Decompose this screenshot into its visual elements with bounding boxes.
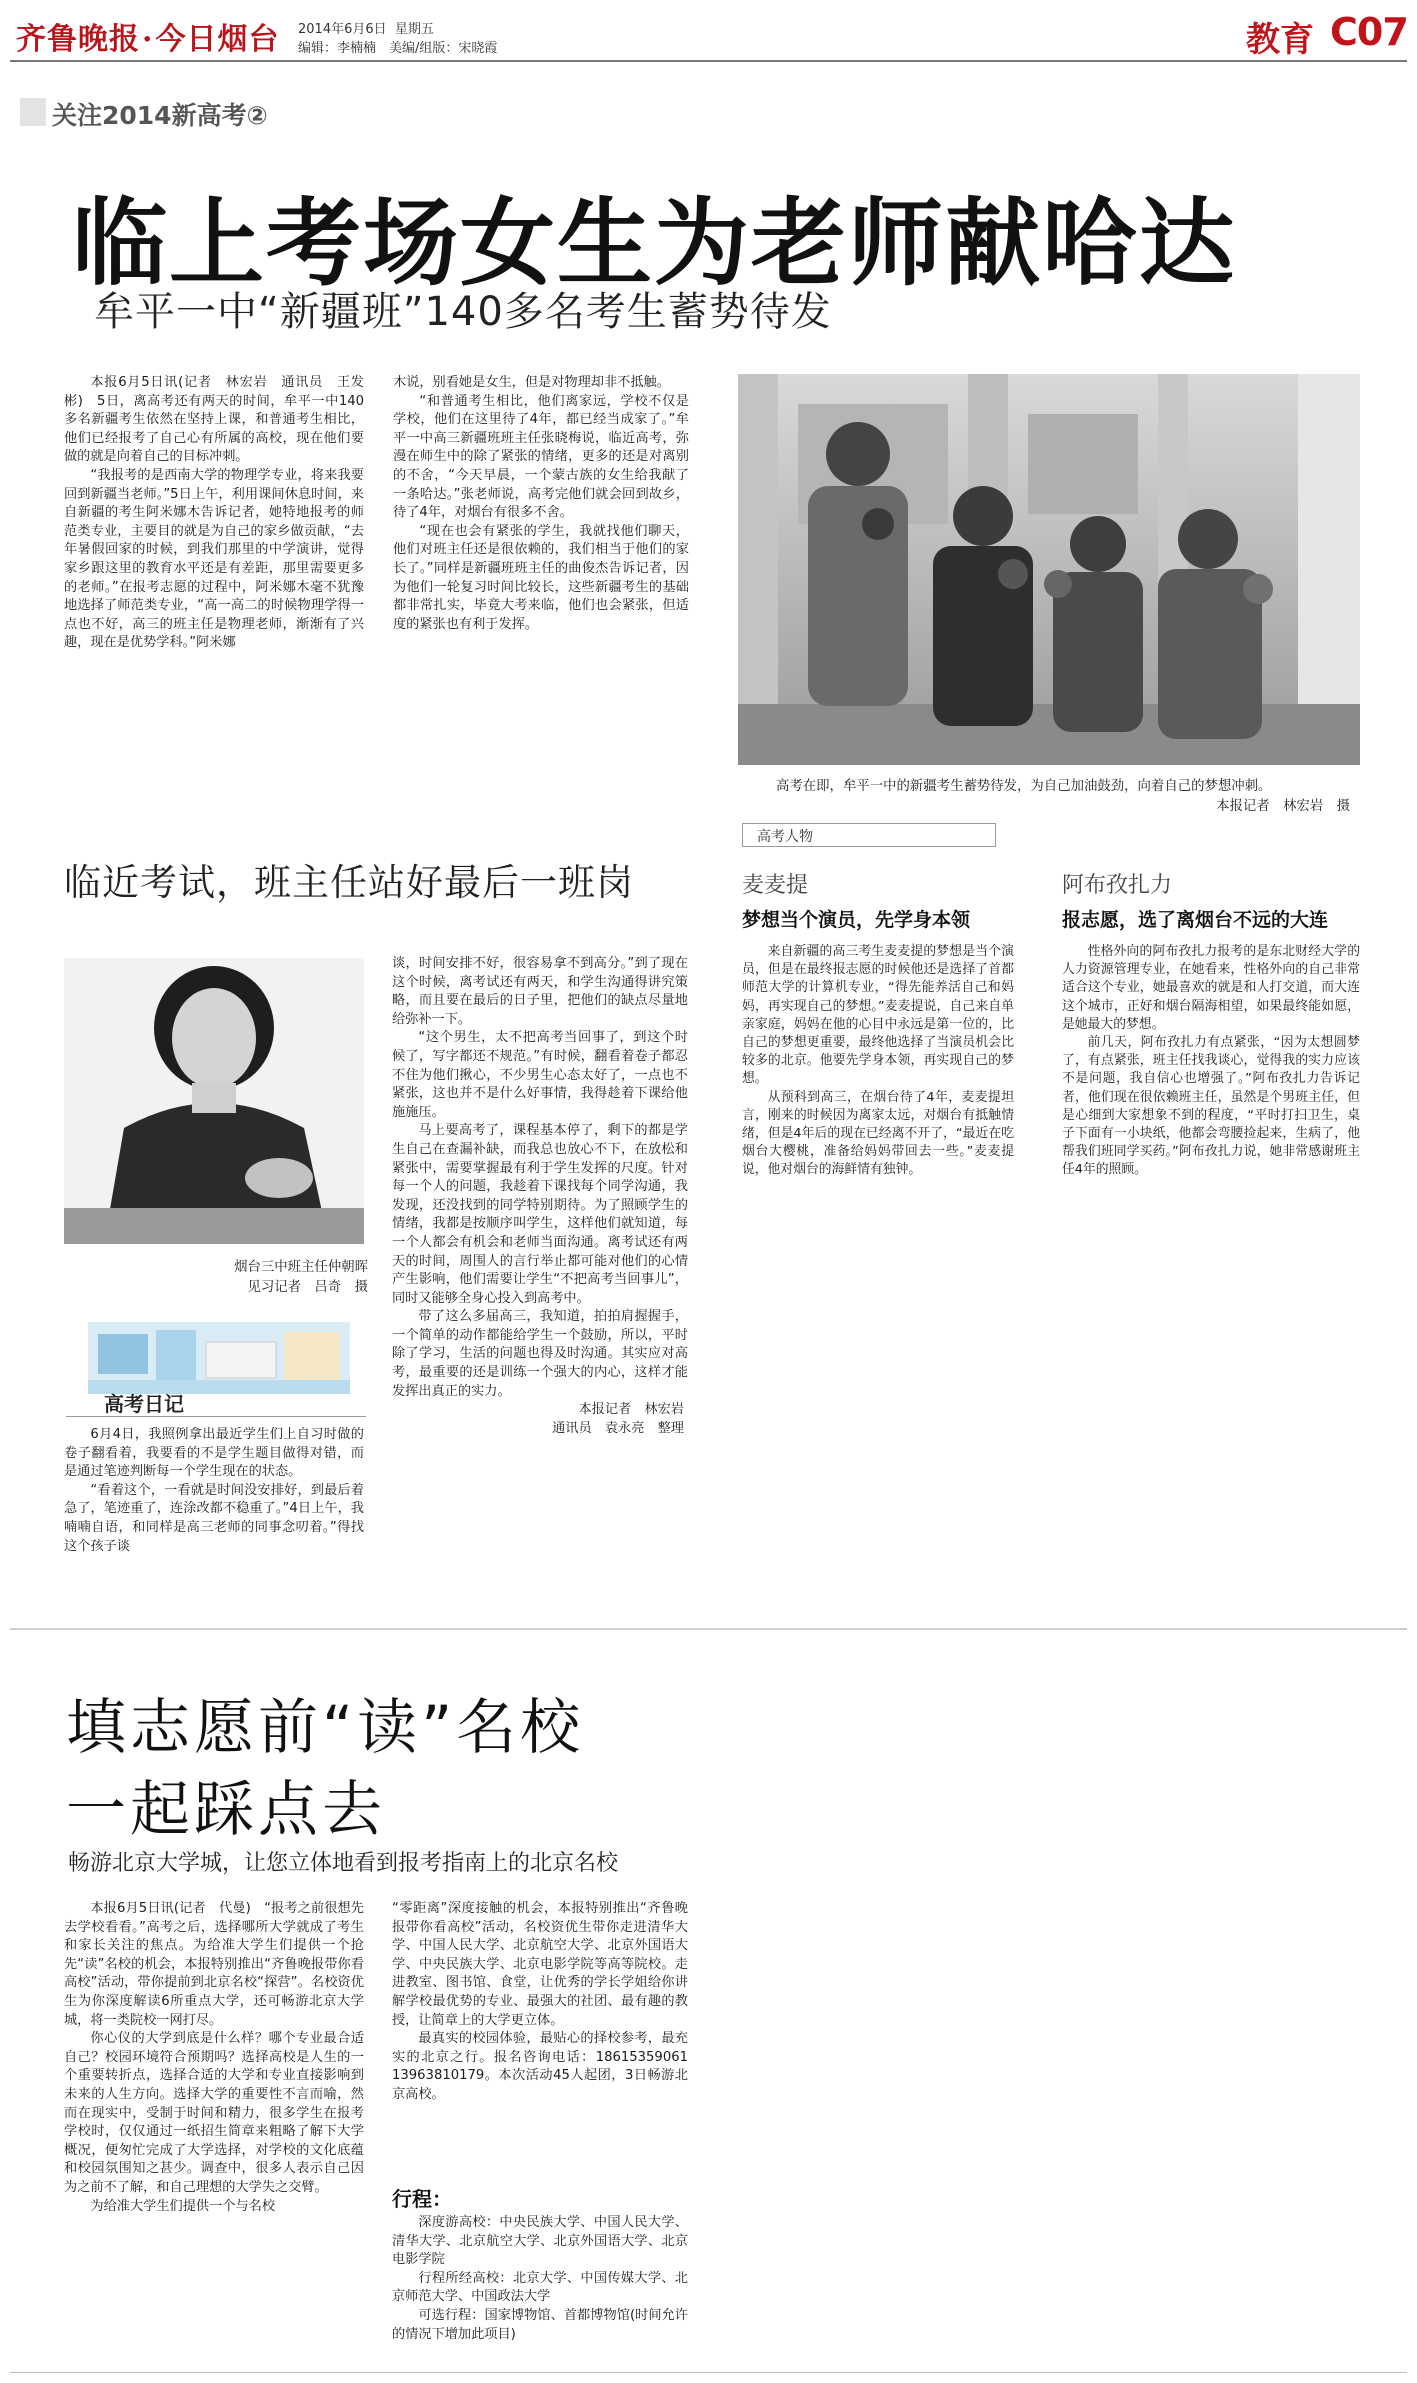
paragraph: 6月4日，我照例拿出最近学生们上自习时做的卷子翻看着，我要看的不是学生题目做得对错，而是通过笔迹判断每一个学生现在的状态。 (64, 1427, 364, 1480)
diary-rule (66, 1416, 366, 1417)
diary-banner-illustration (88, 1322, 350, 1394)
main-subheadline: 牟平一中“新疆班”140多名考生蓄势待发 (94, 289, 832, 335)
photo-credit: 本报记者 林宏岩 摄 (1216, 799, 1350, 814)
campus-tour-headline-line2: 一起踩点去 (66, 1775, 386, 1845)
header-rule (10, 60, 1407, 62)
story1-column-2 (393, 374, 689, 766)
paragraph: 本报6月5日讯(记者 林宏岩 通讯员 王发彬) 5日，离高考还有两天的时间，牟平一中140多名新疆考生依然在坚持上课，和普通考生相比，他们已经报考了自己心有所属的高校，现在他们要做的就是向着自己的目标冲刺。 (64, 375, 364, 465)
paragraph: 木说，别看她是女生，但是对物理却非不抵触。 (393, 375, 670, 390)
masthead-dot: · (142, 22, 154, 57)
paragraph: 为给准大学生们提供一个与名校 (90, 2198, 276, 2214)
paragraph: “零距离”深度接触的机会，本报特别推出“齐鲁晚报带你看高校”活动，名校资优生带你走进清华大学、中国人民大学、北京航空大学、北京外国语大学、中央民族大学、北京电影学院等高等院校。走进教室、图书馆、食堂，让优秀的学长学姐给你讲解学校最优势的专业、最强大的社团、最有趣的教授，让简章上的大学更立体。 (392, 1901, 688, 2028)
people-section-tag-label: 高考人物 (757, 829, 813, 845)
paragraph: “看着这个，一看就是时间没安排好，到最后着急了，笔迹重了，连涂改都不稳重了。”4日上午，我喃喃自语，和同样是高三老师的同事念叨着。”得找这个孩子谈 (64, 1482, 364, 1554)
campus-tour-column-2 (392, 1900, 702, 2180)
paragraph: 本报6月5日讯(记者 代曼) “报考之前很想先去学校看看。”高考之后，选择哪所大学就成了考生和家长关注的焦点。为给准大学生们提供一个抢先“读”名校的机会，本报特别推出“齐鲁晚报带你看高校”活动，带你提前到北京名校“探营”。名校资优生为你深度解读6所重点大学，还可畅游北京大学城，将一类院校一网打尽。 (64, 1901, 364, 2028)
paragraph: 最真实的校园体验，最贴心的择校参考，最充实的北京之行。报名咨询电话：18615359061 13963810179。本次活动45人起团，3日畅游北京高校。 (392, 2031, 702, 2102)
issue-date-text: 2014年6月6日 (298, 22, 387, 37)
masthead-section: 今日烟台 (155, 22, 280, 57)
main-headline: 临上考场女生为老师献哈达 (72, 189, 1237, 299)
series-marker (20, 98, 46, 126)
paragraph: 你心仪的大学到底是什么样？哪个专业最合适自己？校园环境符合预期吗？选择高校是人生的一个重要转折点，选择合适的大学和专业直接影响到未来的人生方向。选择大学的重要性不言而喻，然而在现实中，受制于时间和精力，很多学生在报考学校时，仅仅通过一纸招生简章来粗略了解下大学概况，便匆忙完成了大学选择，对学校的文化底蕴和校园氛围知之甚少。调查中，很多人表示自己因为之前不了解，和自己理想的大学失之交臂。 (64, 2031, 364, 2195)
section-divider (10, 1628, 1407, 1630)
paragraph: “和普通考生相比，他们离家远，学校不仅是学校，他们在这里待了4年，都已经当成家了。”牟平一中高三新疆班班主任张晓梅说，临近高考，弥漫在师生中的除了紧张的情绪，更多的还是对离别的不舍，“今天早晨，一个蒙古族的女生给我献了一条哈达。”张老师说，高考完他们就会回到故乡，待了4年，对烟台有很多不舍。 (393, 393, 689, 521)
paragraph: 带了这么多届高三，我知道，拍拍肩握握手，一个简单的动作都能给学生一个鼓励，所以，平时除了学习，生活的问题也得及时沟通。其实应对高考，最重要的还是训练一个强大的内心，这样才能发挥出真正的实力。 (392, 1309, 688, 1399)
series-tag: 关注2014新高考② (52, 101, 268, 130)
diary-label: 高考日记 (104, 1392, 184, 1416)
masthead-paper: 齐鲁晚报 (16, 22, 140, 57)
paragraph: 来自新疆的高三考生麦麦提的梦想是当个演员，但是在最终报志愿的时候他还是选择了首都师范大学的计算机专业，“得先能养活自己和妈妈，再实现自己的梦想。”麦麦提说，自己来自单亲家庭，妈妈在他的心目中永远是第一位的，比自己的梦想更重要，最终他选择了当演员机会比较多的北京。他要先学身本领，再实现自己的梦想。 (742, 944, 1014, 1087)
profile-1-text (742, 943, 1014, 1273)
teacher-photo-illustration (64, 958, 364, 1244)
itinerary-item: 可选行程：国家博物馆、首都博物馆(时间允许的情况下增加此项目) (392, 2307, 688, 2342)
teacher-photo-caption-line2: 见习记者 吕奇 摄 (247, 1280, 368, 1295)
profile-1-name: 麦麦提 (742, 873, 809, 898)
itinerary-list (392, 2214, 688, 2370)
itinerary-title: 行程： (392, 2187, 452, 2211)
profile-2-text (1062, 943, 1360, 1273)
campus-tour-headline-line1: 填志愿前“读”名校 (66, 1693, 585, 1763)
profile-1-title: 梦想当个演员，先学身本领 (742, 909, 971, 931)
itinerary-item: 深度游高校：中央民族大学、中国人民大学、清华大学、北京航空大学、北京外国语大学、北京电影学院 (392, 2215, 688, 2268)
teacher-photo (64, 958, 364, 1244)
paragraph: “现在也会有紧张的学生，我就找他们聊天，他们对班主任还是很依赖的，我们相当于他们的家长了。”同样是新疆班班主任的曲俊杰告诉记者，因为他们一轮复习时间比较长，这些新疆考生的基础都非常扎实，毕竟大考来临，他们也会紧张，但适度的紧张也有利于发挥。 (393, 523, 689, 632)
paragraph: 从预科到高三，在烟台待了4年，麦麦提坦言，刚来的时候因为离家太远，对烟台有抵触情绪，但是4年后的现在已经离不开了，“最近在吃烟台大樱桃，准备给妈妈带回去一些。”麦麦提说，他对烟台的海鲜情有独钟。 (742, 1089, 1014, 1178)
campus-tour-column-1 (64, 1900, 364, 2368)
issue-weekday: 星期五 (394, 22, 434, 37)
paragraph: “这个男生，太不把高考当回事了，到这个时候了，写字都还不规范。”有时候，翻看着卷子都忍不住为他们揪心，不少男生心态太好了，一点也不紧张，这也并不是什么好事情，我得趁着下课给他施施压。 (392, 1030, 688, 1120)
teacher-column-2 (392, 955, 688, 1605)
editor-credits: 编辑：李楠楠 美编/组版：宋晓霞 (298, 41, 498, 56)
byline-correspondent: 通讯员 袁永亮 整理 (552, 1420, 684, 1436)
teacher-column-1 (64, 1426, 364, 1596)
teacher-photo-caption (198, 1258, 368, 1298)
profile-2-title: 报志愿，选了离烟台不远的大连 (1062, 909, 1329, 931)
paragraph: 性格外向的阿布孜扎力报考的是东北财经大学的人力资源管理专业，在她看来，性格外向的自己非常适合这个专业，她最喜欢的就是和人打交道，而大连这个城市，正好和烟台隔海相望，如果最终能如愿，是她最大的梦想。 (1062, 944, 1360, 1032)
byline-reporter: 本报记者 林宏岩 (578, 1402, 684, 1418)
people-section-tag (742, 823, 996, 847)
page-number: C07 (1330, 10, 1408, 54)
teacher-photo-caption-line1: 烟台三中班主任仲朝晖 (234, 1260, 368, 1275)
paragraph: 马上要高考了，课程基本停了，剩下的都是学生自己在查漏补缺，而我总也放心不下，在放松和紧张中，需要掌握最有利于学生发挥的尺度。针对每一个人的问题，我趁着下课找每个同学沟通，我发现，还没找到的同学特别期待。为了照顾学生的情绪，我都是按顺序叫学生，这样他们就知道，每一个人都会有机会和老师当面沟通。离考试还有两天的时间，周围人的言行举止都可能对他们的心情产生影响，他们需要让学生“不把高考当回事儿”，同时又能够全身心投入到高考中。 (392, 1123, 688, 1306)
paragraph: 前几天，阿布孜扎力有点紧张，“因为太想圆梦了，有点紧张，班主任找我谈心，觉得我的实力应该不是问题，我自信心也增强了。”阿布孜扎力告诉记者，他们现在很依赖班主任，虽然是个男班主任，但是心细到大家想象不到的程度，“平时打扫卫生，桌子下面有一小块纸，他都会弯腰捡起来，生病了，他帮我们班同学买药。”阿布孜扎力说，她非常感谢班主任4年的照顾。 (1062, 1035, 1360, 1178)
campus-tour-subheadline: 畅游北京大学城，让您立体地看到报考指南上的北京名校 (68, 1851, 619, 1876)
teacher-story-headline: 临近考试，班主任站好最后一班岗 (64, 861, 634, 904)
issue-date (298, 18, 434, 37)
masthead (16, 14, 279, 58)
students-photo (738, 374, 1360, 765)
itinerary-item: 行程所经高校：北京大学、中国传媒大学、北京师范大学、中国政法大学 (392, 2270, 688, 2305)
paragraph: “我报考的是西南大学的物理学专业，将来我要回到新疆当老师。”5日上午，利用课间休息时间，来自新疆的考生阿米娜木告诉记者，她特地报考的师范类专业，主要目的就是为自己的家乡做贡献，“去年暑假回家的时候，到我们那里的中学演讲，觉得家乡跟这里的教育水平还是有差距，那里需要更多的老师。”在报考志愿的过程中，阿米娜木毫不犹豫地选择了师范类专业，“高一高二的时候物理学得一点也不好，高三的班主任是物理老师，渐渐有了兴趣，现在是优势学科。”阿米娜 (64, 467, 364, 651)
profile-2-name: 阿布孜扎力 (1062, 873, 1173, 898)
page-bottom-rule (10, 2372, 1407, 2373)
paragraph: 谈，时间安排不好，很容易拿不到高分。”到了现在这个时候，离考试还有两天，和学生沟通得讲究策略，而且要在最后的日子里，把他们的缺点尽量地给弥补一下。 (392, 956, 688, 1027)
section-name: 教育 (1246, 20, 1314, 60)
story1-column-1 (64, 374, 364, 766)
photo-caption-text: 高考在即，牟平一中的新疆考生蓄势待发，为自己加油鼓劲，向着自己的梦想冲刺。 (776, 779, 1272, 794)
photo-caption (776, 777, 1360, 817)
students-photo-illustration (738, 374, 1360, 765)
